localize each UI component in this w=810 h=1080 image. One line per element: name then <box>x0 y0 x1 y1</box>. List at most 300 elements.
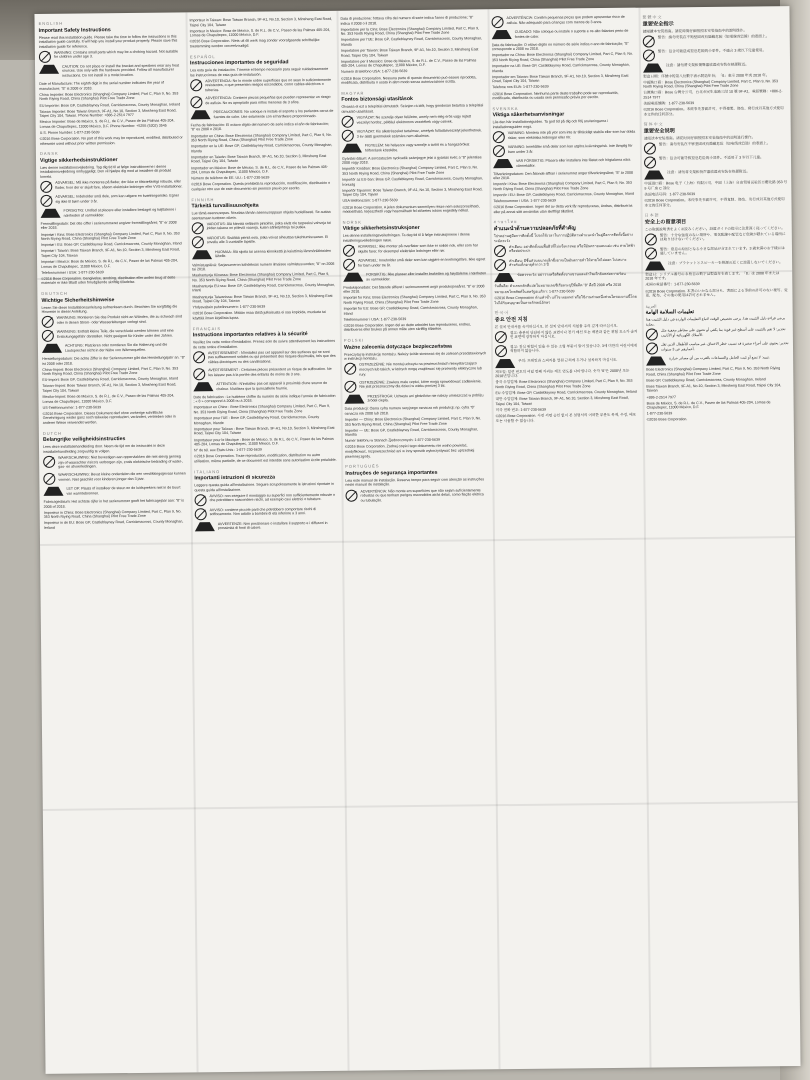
paragraph: Fremstillingsdato: Det otte ciffer i serienummeret angiver fremstillingsåret; "8" er 2008 eller 2018. <box>40 220 177 231</box>
caution-block <box>492 29 635 41</box>
paragraph: 1-877-230-5639 <box>646 411 673 416</box>
paragraph: U.S. Phone Number: 1-877-230-5639 <box>39 130 100 135</box>
prohibited-icon <box>345 489 357 501</box>
paragraph: Numero di telefono USA: 1-877-230-5639 <box>341 69 408 75</box>
paragraph: Importør i Mexico: Bose de México, S. de R.L. de C.V., Paseo de las Palmas 405-204, Lomas de Chapultepec, 11000 México, D.F. <box>41 258 178 269</box>
language-section <box>646 303 790 423</box>
language-label: FINNISH <box>191 196 215 202</box>
prohibited-icon <box>644 157 656 169</box>
caution-icon <box>344 394 364 403</box>
warning-block <box>493 130 636 143</box>
caution-block <box>343 271 486 283</box>
warning-block <box>190 78 333 95</box>
paragraph: Tillverkningsdatum: Den åttonde siffran i serienumret anger tillverkningsåret; "8" är 2008 eller 2018. <box>493 170 633 181</box>
column-2 <box>186 17 348 1067</box>
paragraph: Date de fabrication : Le huitième chiffre du numéro de série indique l'année de fabrication ; « 8 » correspond à 2008 ou à 2018. <box>193 393 336 404</box>
paragraph: Importer — UE: Bose GP, Castleblayney Road, Carrickmacross, County Monaghan, Irlandia <box>344 427 479 438</box>
prohibited-icon <box>493 145 505 157</box>
section-title: 중요 안전 지침 <box>494 316 528 323</box>
warning-text: คำเตือน: มีชิ้นส่วนขนาดเล็กซึ่งอาจเป็นอันตรายทำให้หายใจไม่ออก ไม่เหมาะสำหรับเด็กอายุต่ำกว่า 3 ปี <box>509 257 627 268</box>
caution-icon <box>41 209 61 218</box>
language-section <box>341 15 485 85</box>
paragraph: ©2016 Bose Corporation. Ingen del av detta verk får reproduceras, ändras, distribueras eller på annat sätt användas utan skriftligt tillstånd. <box>493 203 633 215</box>
warning-text: VIGYÁZAT: Kis alkatrészeket tartalmaz, amelyek fulladásveszélyt jelenthetnek. 3 év alatti gyermekek számára nem alkalmas. <box>356 128 482 139</box>
caution-icon <box>43 487 63 496</box>
caution-block <box>195 521 338 533</box>
warning-text: ADVARSEL: Må ikke monteres på flader, der ikke er tilstrækkeligt robuste, eller flader, hvor der er skjult fare, såsom elektriske ledninger eller VVS-installationer. <box>55 179 183 190</box>
paragraph: Fecha de fabricación: El octavo dígito del número de serie indica el año de fabricación; "8" es 2008 o 2018. <box>190 121 329 132</box>
section-title: คำแนะนำด้านความปลอดภัยที่สำคัญ <box>493 225 576 233</box>
warning-block <box>644 155 787 168</box>
paragraph: 대만 수입업체: Bose Taiwan Branch, 9F-A1, No.10, Section 3, Minsheng East Road, Taipei City 104, Taiwan <box>495 396 629 407</box>
paragraph: Produksjonsdato: Det åttende sifferet i serienummeret angir produksjonsåret. "8" er 2008 eller 2018. <box>343 283 485 295</box>
section-title: Viktige sikkerhetsinstruksjoner <box>342 225 420 233</box>
warning-text: ADVERTENCIA: No lo monte sobre superficies que no sean lo suficientemente resistentes, o que presenten riesgos escondidos, como cables eléctricos o tuberías. <box>205 77 331 93</box>
caution-block <box>342 142 485 154</box>
caution-icon <box>494 273 514 282</box>
column-3 <box>337 15 499 1065</box>
caution-block <box>493 158 636 170</box>
paragraph: หมายเลขโทรศัพท์ในสหรัฐอเมริกา: 1-877-230-5639 <box>494 289 575 294</box>
paragraph: 製造日期：序號中的第八位數字表示製造年份；「8」表示 2008 年或 2018 年。 <box>643 72 770 79</box>
paragraph: N° de tél. aux États-Unis : 1-877-230-5639 <box>194 447 262 453</box>
caution-text: 注意：請勿將支架和揚聲器放置或安裝在熱源附近。 <box>666 62 749 68</box>
paragraph: Importør i Taiwan: Bose Taiwan Branch, 9F-A1, No.10, Section 3, Minsheng East Road, Taipei City 104, Taiwan <box>40 247 180 258</box>
paragraph: Data produkcji: Ósma cyfra numeru seryjnego oznacza rok produkcji; np. cyfra "8" oznacza rok 2008 lub 2018. <box>344 405 475 416</box>
paragraph: Mexico Importer: Bose de México, S. de R.L. de C.V., Paseo de las Palmas 405-204, Lomas de Chapultepec, 11000 México, D.F. Phone Number: +5255 (5202) 3545 <box>39 118 175 129</box>
paragraph: Importör i Kina: Bose Electronics (Shanghai) Company Limited, Part C, Plan 9, No. 353 North Riying Road, China (Shanghai) Pilot Free Trade Zone <box>493 181 632 192</box>
warning-block <box>40 194 183 207</box>
caution-block <box>43 486 186 498</box>
warning-text: WARNUNG: Enthält kleine Teile, die verschluckt werden können und eine Erstickungsgefahr darstellen. Nicht geeignet für Kinder unter drei Jahren. <box>56 328 174 339</box>
language-section <box>644 122 788 208</box>
warning-block <box>42 329 185 342</box>
prohibited-icon <box>646 343 658 355</box>
language-section <box>343 219 487 333</box>
warning-text: VARNING: Montera inte på ytor som inte är tillräckligt stabila eller som har dolda risker, som elektriska ledningar eller rör. <box>507 129 636 140</box>
language-section <box>494 219 638 305</box>
paragraph: Veuillez lire cette notice d'installation. Prenez soin de suivre attentivement les instructions de cette notice d'installation. <box>192 338 336 350</box>
paragraph: Yhdysvaltain puhelinnumero: 1-877-230-5639 <box>192 304 266 310</box>
paragraph: ©2016 Bose Corporation. Nessuna parte di questo documento può essere riprodotta, modificata, distribuita o usata in altro modo senza autorizzazione scritta. <box>341 74 477 85</box>
warning-block <box>192 235 335 248</box>
paragraph: ©2016 Bose Corporation. 사전 서면 승인 없이 본 설명서의 어떠한 부분도 복제, 수정, 배포 또는 사용할 수 없습니다. <box>495 412 637 423</box>
caution-text: ATTENTION : N'installez pas cet appareil à proximité d'une source de chaleur. N'utilisez que la quincaillerie fournie. <box>216 381 328 391</box>
paragraph: ©2016 Bose Corporation. A jelen dokumentum semmilyen része nem sokszorosítható, módosítható, terjeszthető vagy használható fel előzetes írásos engedély nélkül. <box>342 203 480 214</box>
warning-text: ADVARSEL: Indeholder små dele, som kan udgøre en kvælningsrisiko. Egner sig ikke til børn under 3 år. <box>55 193 179 204</box>
paragraph: Número de teléfono de EE. UU.: 1-877-230-5639 <box>191 175 270 181</box>
prohibited-icon <box>344 380 356 392</box>
caution-icon <box>492 30 512 39</box>
caution-block <box>643 62 786 72</box>
warning-block <box>643 34 786 47</box>
warning-text: OSTRZEŻENIE: Zawiera małe części, które mogą spowodować zadławienie. Nie jest przeznaczony dla dzieci w wieku poniżej 3 lat. <box>359 378 482 389</box>
warning-block <box>343 243 486 256</box>
caution-text: HUOMAA: Älä sijoita tai asenna kiinnikettä ja kaiuttimia lämmönlähteiden lähelle. <box>214 248 332 259</box>
paragraph: Importőr Tajvanon: Bose Taiwan Branch, 9F-A1, No.10, Section 3, Minsheng East Road, Taipei City 104, Tajvan <box>342 187 483 198</box>
warning-block <box>190 95 333 108</box>
warning-block <box>645 246 788 259</box>
warning-text: ADVERTENCIA: Contiene piezas pequeñas que pueden representar un riesgo de asfixia. No es apropiado para niños menores de 3 años. <box>205 95 331 105</box>
paragraph: ©2016 Bose Corporation. No part of this work may be reproduced, modified, distributed or otherwise used without prior written permission. <box>39 135 183 146</box>
paragraph: EU-Import: Bose GP, Castleblayney Road, Carrickmacross, County Monaghan, Irland <box>42 376 179 383</box>
language-section <box>194 468 338 532</box>
paragraph: +886-2-2514 7977 <box>646 394 677 400</box>
warning-block <box>644 141 787 154</box>
prohibited-icon <box>42 316 54 328</box>
paragraph: Maahantuoja Kiinassa: Bose Electronics (Shanghai) Company Limited, Part C, Plan 9, No. 353 North Riying Road, China (Shanghai) Pilot Free Trade Zone <box>192 272 330 283</box>
paragraph: Taiwan-Import: Bose Taiwan Branch, 9F-A1, No.10, Section 3, Minsheng East Road, Taipei City 104, Taiwan <box>42 382 177 393</box>
language-section <box>190 53 334 191</box>
warning-block <box>342 114 485 127</box>
caution-icon <box>195 522 215 531</box>
prohibited-icon <box>42 330 54 342</box>
language-label: PORTUGUÊS <box>345 463 380 469</box>
prohibited-icon <box>494 245 506 257</box>
paragraph: 製造日：シリアル番号の 8 桁目の数字は製造年を表します。「8」は 2008 年または 2018 年です。 <box>645 270 780 281</box>
paragraph: ©2016 Bose Corporation. Queda prohibida la reproducción, modificación, distribución o cualquier otro uso de este documento sin permiso previo por escrito. <box>191 181 331 192</box>
warning-text: VARNING: Innehåller små delar som kan utgöra kvävningsrisk. Inte lämplig för barn under 3 år. <box>507 143 633 154</box>
paragraph: Importatore per la Cina: Bose Electronics (Shanghai) Company Limited, Part C, Plan 9, No. 353 North Riying Road, China (Shanghai) Pilot Free Trade Zone <box>340 26 480 37</box>
paragraph: 请阅读本安装指南。请花时间仔细按照本安装指南中的说明进行操作。 <box>643 135 756 141</box>
caution-icon <box>42 344 62 353</box>
paragraph: Olvassa el ezt a telepítési útmutatót. Szánjon rá időt, hogy gondosan betartsa a telepítési útmutató utasításait. <box>341 103 484 114</box>
language-section <box>41 290 185 425</box>
paragraph: Importador na UE: Bose GP, Castleblayney Road, Carrickmacross, County Monaghan, Irlanda <box>492 62 630 73</box>
warning-text: 警告：十分な強度のない場所や、電気配線や配管など危険が隠れている場所には取り付けないでください。 <box>659 231 786 242</box>
prohibited-icon <box>343 245 355 257</box>
language-label: 한국어 <box>494 310 510 316</box>
paragraph: 台灣進口商：Bose 台灣分公司，台北市民生東路三段 10 號 9F-A1，電話號碼：+886-2-2514 7977 <box>643 89 783 100</box>
prohibited-icon <box>43 473 55 485</box>
warning-text: AVVISO: contiene piccole parti che potrebbero comportare rischi di soffocamento. Non adatto a bambini di età inferiore a 3 anni. <box>209 506 317 517</box>
caution-block <box>42 343 185 355</box>
caution-icon <box>193 382 213 391</box>
section-title: Importanti istruzioni di sicurezza <box>194 474 276 482</box>
prohibited-icon <box>190 96 202 108</box>
prohibited-icon <box>494 259 506 271</box>
warning-block <box>494 257 637 270</box>
prohibited-icon <box>646 329 658 341</box>
paragraph: Importeur in China: Bose Electronics (Shanghai) Company Limited, Part C, Plan 9, No. 353 North Riying Road, China (Shanghai) Pilot Free Trade Zone <box>43 509 182 520</box>
warning-block <box>342 128 485 141</box>
paragraph: ©2016 Bose Corporation. Niets uit dit werk mag zonder voorafgaande schriftelijke toestemming worden verveelvoudigd. <box>189 38 320 49</box>
prohibited-icon <box>43 456 55 468</box>
paragraph: Lue tämä asennusopas. Noudata tämän asennusoppaan ohjeita huolellisesti. Se auttaa asentamaan tuotteen oikein. <box>191 210 331 221</box>
paragraph: Leggere questa guida all'installazione. Seguire scrupolosamente le istruzioni riportate in questa guida all'installazione. <box>194 481 334 493</box>
paragraph: Importeur in Mexico: Bose de México, S. de R.L. de C.V., Paseo de las Palmas 405-204, Lomas de Chapultepec, 11000 México, D.F. <box>189 27 331 38</box>
warning-text: ADVARSEL: Ikke monter på overflater som ikke er solide nok, eller som har skjulte farer, for eksempel elektriske ledninger eller rør. <box>357 243 478 254</box>
warning-text: تحذير: يحتوي على أجزاء صغيرة قد تسبب خطر الاختناق. غير مناسب للأطفال الذين تقل أعمارهم عن 3 سنوات. <box>660 341 789 352</box>
section-title: Instructions importantes relatives à la sécurité <box>192 331 308 339</box>
caution-block <box>190 109 333 121</box>
caution-icon <box>643 63 663 72</box>
paragraph: Importateur en Chine : Bose Electronics (Shanghai) Company Limited, Part C, Plan 9, No. 353 North Riying Road, China (Shanghai) Pilot Free Trade Zone <box>193 404 331 415</box>
paragraph: ©2016 Bose Corporation. Mitään osaa tästä julkaisusta ei saa kopioida, muokata tai käyttää ilman kirjallista lupaa. <box>192 310 326 321</box>
prohibited-icon <box>195 508 207 520</box>
caution-icon <box>39 65 59 74</box>
caution-block <box>39 63 182 80</box>
paragraph: 美國電話號碼：1-877-230-5639 <box>643 101 695 106</box>
paragraph: Les denne installeringsveiledningen. Ta deg tid til å følge instruksjonene i denne installeringsveiledningen nøye. <box>342 232 470 243</box>
language-section <box>39 20 183 146</box>
warning-block <box>344 379 487 392</box>
warning-text: ADVERTÊNCIA: Não monte em superfícies que não sejam suficientemente robustas ou que tenham perigos escondidos atrás delas, como fiação elétrica ou tubulação. <box>360 487 484 503</box>
section-title: Instrucciones importantes de seguridad <box>189 59 289 67</box>
paragraph: Importör i EU: Bose GP, Castleblayney Road, Carrickmacross, County Monaghan, Irland <box>493 191 634 198</box>
paragraph: 미국 전화 번호: 1-877-230-5639 <box>495 407 547 413</box>
language-label: ITALIANO <box>194 468 221 474</box>
caution-block <box>41 208 184 220</box>
warning-block <box>646 341 789 354</box>
warning-block <box>193 367 336 380</box>
warning-text: AVERTISSEMENT : N'installez pas cet appareil sur des surfaces qui ne sont pas suffisamment solides ou qui présentent des risques dissimulés, tels que des câbles électriques ou des canalisations. <box>208 349 336 365</box>
paragraph: ©2016 Bose Corporation. <box>646 417 688 422</box>
prohibited-icon <box>192 222 204 234</box>
paragraph: Importőr Kínában: Bose Electronics (Shanghai) Company Limited, Part C, Plan 9, No. 353 North Riying Road, China (Shanghai) Pilot Free Trade Zone <box>342 165 479 176</box>
prohibited-icon <box>493 131 505 143</box>
warning-text: VAROITUS: Älä kiinnitä sellaisiin pintoihin, jotka eivät ole tarpeeksi vahvoja tai joiden takana on piileviä vaaroja, kuten sähköjohtoja tai putkia. <box>206 220 331 231</box>
paragraph: Telefone nos EUA: 1-877-230-5639 <box>492 85 549 90</box>
paragraph: Importatore per Taiwan: Bose Taiwan Branch, 9F-A1, No.10, Section 3, Minsheng East Road, Taipei City 104, Taiwan <box>340 47 479 58</box>
paragraph: Læs denne installationsvejledning. Tag dig tid til at følge instruktionerne i denne installationsvejledning omhyggeligt. Den vil hjælpe dig med at installere dit produkt korrekt. <box>40 164 172 179</box>
paragraph: ©2016 Bose Corporation. Nenhuma parte deste trabalho pode ser reproduzida, modificada, distribuída ou usada sem permissão prévia por escrito. <box>492 90 619 101</box>
prohibited-icon <box>495 331 507 343</box>
prohibited-icon <box>342 116 354 128</box>
prohibited-icon <box>39 51 51 63</box>
section-title: Vigtige sikkerhedsinstruktioner <box>39 156 118 164</box>
language-label: FRANÇAIS <box>192 325 222 331</box>
paragraph: Importőr az EU-ban: Bose GP, Castleblayney Road, Carrickmacross, County Monaghan, Írország <box>342 176 484 187</box>
language-label: DUTCH <box>42 430 62 436</box>
language-label: SVENSKA <box>492 105 519 111</box>
paragraph: China-Import: Bose Electronics (Shanghai) Company Limited, Part C, Plan 9, No. 353 North Riying Road, China (Shanghai) Pilot Free Trade Zone <box>42 366 179 377</box>
paragraph: Telefonnummer i USA: 1-877-230-5639 <box>493 198 557 204</box>
prohibited-icon <box>40 181 52 193</box>
paragraph: Importeur in de EU: Bose GP, Castleblayney Road, Carrickmacross, County Monaghan, Ierland <box>43 519 184 530</box>
section-title: Tärkeitä turvallisuusohjeita <box>191 202 259 210</box>
warning-text: 警告：窒息の原因となる小さな部品が含まれています。3 歳未満のお子様には適していません。 <box>659 245 785 256</box>
paragraph: ©2016 Bose Corporation. Ingen del av dette arbeidet kan reproduseres, endres, distribueres eller brukes på annen måte uten skriftlig tillatelse. <box>343 322 471 333</box>
paragraph: Importador em Taiwan: Bose Taiwan Branch, 9F-A1, No.10, Section 3, Minsheng East Road, Taipei City 104, Taiwan <box>492 73 629 84</box>
paragraph: Date of Manufacture: The eighth digit in the serial number indicates the year of manufacture; "8" is 2008 or 2018. <box>39 80 165 91</box>
caution-block <box>495 357 638 367</box>
paragraph: Valmistuspäivä: Sarjanumeron kahdeksas numero ilmaisee valmistusvuoden; "8" on 2008 tai 2018. <box>192 261 335 272</box>
paragraph: Numer telefonu w Stanach Zjednoczonych: 1-877-230-5639 <box>344 438 441 444</box>
paragraph: Taiwan Importer: Bose Taiwan Branch, 9F-A1, No.10, Section 3, Minsheng East Road, Taipei City 104, Taiwan. Phone Number: +886-2-2514 7977 <box>39 108 177 119</box>
paragraph: Importør for Kina: Bose Electronics (Shanghai) Company Limited, Part C, Plan 9, No. 353 North Riying Road, China (Shanghai) Pilot Free Trade Zone <box>343 294 486 305</box>
warning-text: VAROITUS: Sisältää pieniä osia, jotka voivat aiheuttaa tukehtumisvaaran. Ei sovellu alle 3-vuotiaille lapsille. <box>206 234 329 245</box>
paragraph: Bose Electronics (Shanghai) Company Limited, Part C, Plan 9, No. 353 North Riying Road, China (Shanghai) Pilot Free Trade Zone <box>646 366 781 377</box>
warning-block <box>343 257 486 270</box>
column-5 <box>639 12 801 1062</box>
caution-icon <box>644 171 664 180</box>
caution-icon <box>192 250 212 259</box>
language-label: POLSKI <box>343 337 365 343</box>
paragraph: Bose GP, Castleblayney Road, Carrickmacross, County Monaghan, Ireland <box>646 377 766 383</box>
prohibited-icon <box>192 236 204 248</box>
paragraph: ©2016 Bose Corporation。未經事先書面許可，不得複製、修改、發行或以其他方式使用本文件的任何部分。 <box>643 106 784 117</box>
paragraph: Data de fabricação: O oitavo dígito no número de série indica o ano de fabricação; "8" corresponde a 2008 ou 2018. <box>491 41 629 52</box>
warning-text: 警告：包含可能造成窒息危險的小零件。不適合 3 歲以下兒童使用。 <box>657 48 767 54</box>
section-title: Important Safety Instructions <box>38 26 111 34</box>
caution-icon <box>343 273 363 282</box>
paragraph: Importør i Kina: Bose Electronics (Shanghai) Company Limited, Part C, Plan 9, No. 353 North Riying Road, China (Shanghai) Pilot Free Trade Zone <box>40 231 180 242</box>
prohibited-icon <box>343 259 355 271</box>
prohibited-icon <box>344 363 356 375</box>
paragraph: EU 수입업체: Bose GP, Castleblayney Road, Carrickmacross, County Monaghan, Ireland <box>495 389 637 396</box>
language-label: DEUTSCH <box>41 290 68 296</box>
warning-block <box>192 221 335 234</box>
paragraph: يرجى قراءة دليل التثبيت هذا. يرجى تخصيص الوقت لاتباع التعليمات الواردة في دليل التثبيت هذا بعناية. <box>645 316 785 327</box>
warning-block <box>43 454 186 471</box>
caution-text: تنبيه: لا تضع أو تثبت الحامل والسماعات بالقرب من أي مصادر حرارة. <box>669 355 770 361</box>
paragraph: Please read this installation guide. Please take the time to follow the instructions in this installation guide carefully. It will help you install your product properly. Please save this installation guide for reference. <box>38 34 178 49</box>
caution-text: 주의: 브래킷과 스피커를 열원 근처에 두거나 설치하지 마십시오. <box>518 357 618 363</box>
paragraph: 米国の電話番号：1-877-230-5639 <box>645 282 700 288</box>
language-section <box>191 196 335 320</box>
prohibited-icon <box>195 494 207 506</box>
warning-text: 경고: 질식 위험이 있을 수 있는 소형 부품이 들어 있습니다. 3세 미만의 어린이에게 적합하지 않습니다. <box>509 343 638 354</box>
warning-text: WAARSCHUWING: Bevat kleine onderdelen die een verstikkingsgevaar kunnen vormen. Niet geschikt voor kinderen jonger dan 3 jaar. <box>58 471 186 482</box>
caution-text: PRECAUCIONES: No coloque ni instale el soporte y los parlantes cerca de fuentes de calor. Use solamente con el hardware proporcionado. <box>213 108 334 119</box>
caution-block <box>644 169 787 179</box>
prohibited-icon <box>342 130 354 142</box>
warning-text: OSTRZEŻENIE: Nie montuj uchwytu na powierzchniach niewystarczająco mocnych lub takich, w których mogą znajdować się przewody elektryczne lub rury. <box>359 361 482 377</box>
warning-block <box>344 362 487 379</box>
paragraph: この取扱説明書をよくお読みください。設置ガイドの指示に注意深く従ってください。 <box>644 225 785 232</box>
paragraph: 美国电话号码：1-877-230-5639 <box>644 191 696 197</box>
warning-block <box>40 180 183 193</box>
language-section <box>492 15 636 101</box>
paragraph: Importatore per il Messico: Bose de México, S. de R.L. de C.V., Paseo de las Palmas 405-204, Lomas de Chapultepec, 11000 México, D.F. <box>340 58 477 69</box>
paragraph: Maahantuoja Taiwanissa: Bose Taiwan Branch, 9F-A1, No.10, Section 3, Minsheng East Road, Taipei City 104, Taiwan <box>192 293 333 304</box>
caution-text: FORSIGTIG: Undlad at placere eller installere beslaget og højttalerne i nærheden af varmekilder. <box>63 207 177 218</box>
section-title: 重要安全说明 <box>643 128 675 135</box>
paragraph: Importador en China: Bose Electronics (Shanghai) Company Limited, Part C, Plan 9, No. 353 North Riying Road, China (Shanghai) Pilot Free Trade Zone <box>190 132 332 143</box>
caution-block <box>494 271 637 281</box>
warning-block <box>494 243 637 256</box>
language-label: 简体中文 <box>643 121 664 128</box>
prohibited-icon <box>645 233 657 245</box>
paragraph: Bose Taiwan Branch, 9F-A1, No.10, Section 3, Minsheng East Road, Taipei City 104, Taiwan <box>646 382 782 394</box>
warning-block <box>493 144 636 157</box>
section-title: 重要安全指示 <box>642 20 674 28</box>
caution-icon <box>342 144 362 153</box>
paragraph: ©2016 Bose Corporation. Dieses Dokument darf ohne vorherige schriftliche Genehmigung weder ganz noch teilweise reproduziert, verändert, vertrieben oder in anderer Weise verwendet werden. <box>42 410 176 425</box>
paragraph: Fabricagedatum: Het achtste cijfer in het serienummer geeft het fabricagejaar aan: "8" is 2008 of 2018. <box>43 498 184 509</box>
paragraph: Importador en México: Bose de México, S. de R.L. de C.V., Paseo de las Palmas 405-204, Lomas de Chapultepec, 11000 México, D.F. <box>191 164 329 175</box>
caution-text: ข้อควรระวัง: อย่าวางหรือติดตั้งขาแขวนและลำโพงใกล้แหล่งความร้อน <box>517 271 626 277</box>
instruction-sheet <box>34 6 800 1074</box>
warning-text: VIGYÁZAT: Ne szerelje olyan felületre, amely nem elég erős vagy rejtett veszélyt hordoz, például elektromos vezetékek vagy csövek. <box>356 114 471 125</box>
prohibited-icon <box>492 16 504 28</box>
paragraph: Maahantuoja EU:ssa: Bose GP, Castleblayney Road, Carrickmacross, County Monaghan, Irlanti <box>192 282 336 293</box>
column-1 <box>35 18 197 1068</box>
caution-text: VAR FÖRSIKTIG: Placera eller installera inte fästet och högtalarna nära värmekällor. <box>516 157 631 168</box>
warning-block <box>345 488 488 505</box>
language-label: MAGYAR <box>341 90 365 96</box>
warning-block <box>195 507 338 520</box>
paragraph: Importateur pour le Mexique : Bose de México, S. de R.L. de C.V., Paseo de las Palmas 405-204, Lomas de Chapultepec, 11000 México, D.F. <box>193 436 334 447</box>
paragraph: Importør i EU: Bose GP, Castleblayney Road, Carrickmacross, County Monaghan, Irland <box>40 241 182 248</box>
language-label: 繁體中文 <box>642 14 663 20</box>
language-label: ESPAÑOL <box>189 53 216 59</box>
language-section <box>345 463 488 504</box>
prohibited-icon <box>40 195 52 207</box>
paragraph: EU Importer: Bose GP, Castleblayney Road, Carrickmacross, County Monaghan, Ireland <box>39 101 181 108</box>
language-section <box>495 310 639 424</box>
caution-icon <box>493 159 513 168</box>
prohibited-icon <box>190 79 202 91</box>
caution-text: ACHTUNG: Platzieren oder montieren Sie die Halterung und die Lautsprecher nicht in der Nähe von Wärmequellen. <box>64 342 168 353</box>
language-label: ภาษาไทย <box>493 219 518 225</box>
paragraph: ©2016 Bose Corporation. Gengivelse, ændring, distribution eller anden brug af dette materiale er ikke tilladt uden forudgående skriftlig tilladelse. <box>41 275 176 286</box>
paragraph: Mexiko-Import: Bose de México, S. de R.L. de C.V., Paseo de las Palmas 405-204, Lomas de Chapultepec, 11000 México, D.F. <box>42 393 175 404</box>
warning-text: WARNUNG: Montieren Sie das Produkt nicht an Wänden, die zu schwach sind oder in denen Strom- oder Wasserleitungen verlegt sind. <box>56 314 182 325</box>
paragraph: Lesen Sie diese Installationsanleitung aufmerksam durch. Beachten Sie sorgfältig die Hinweise in dieser Anleitung. <box>41 304 178 315</box>
warning-text: คำเตือน: อย่าติดตั้งบนพื้นผิวที่ไม่แข็งแรงพอ หรือมีอันตรายแอบแฝง เช่น สายไฟฟ้าหรือท่อประปา <box>508 243 635 254</box>
warning-text: AVERTISSEMENT : Certaines pièces présentent un risque de suffocation. Ne les laissez pas à la portée des enfants de moins de 3 ans. <box>208 366 332 377</box>
paragraph: China Importer: Bose Electronics (Shanghai) Company Limited, Part C, Plan 9, No. 353 North Riying Road, China (Shanghai) Pilot Free Trade Zone <box>39 91 179 102</box>
section-title: Belangrijke veiligheidsinstructies <box>42 436 126 444</box>
paragraph: Telefonnummer i USA: 1-877-230-5639 <box>41 269 104 275</box>
paragraph: ©2016 Bose Corporation。未经事先书面许可，不得复制、修改、发行或以其他方式使用本文的任何部分。 <box>644 197 785 208</box>
language-section <box>645 212 789 298</box>
prohibited-icon <box>644 143 656 155</box>
warning-text: ADVERTÊNCIA: Contém pequenas peças que podem apresentar risco de asfixia. Não adequado para crianças com menos de 3 anos. <box>506 14 625 25</box>
warning-block <box>643 48 786 61</box>
warning-text: WAARSCHUWING: Niet bevestigen aan oppervlakken die niet stevig genoeg zijn of waarachter risico's verborgen zijn, zoals elektrische bedrading of water-, gas- en afvoerleidingen. <box>58 454 184 469</box>
caution-text: CUIDADO: Não coloque ou instale o suporte e os alto-falantes perto de fontes de calor. <box>514 28 629 39</box>
warning-text: ADVARSEL: Inneholder små deler som kan utgjøre en kvelningsfare. Ikke egnet for barn under tre år. <box>358 257 486 268</box>
warning-text: 警告：包含可能导致窒息危险的小部件。不适用于 3 岁以下儿童。 <box>658 155 764 161</box>
paragraph: USA telefonszám: 1-877-230-5639 <box>342 198 398 204</box>
caution-text: 注意：ブラケットとスピーカーを熱源の近くに設置しないでください。 <box>668 259 783 266</box>
paragraph: 본 설치 안내서를 숙지하십시오. 본 설치 안내서의 지침을 주의 깊게 따르십시오. <box>494 323 618 329</box>
warning-text: 警告：請勿安裝在不夠堅固或有隱藏危險（如電線或管線）的表面上。 <box>657 33 770 40</box>
paragraph: ©2016 Bose Corporation. Toute reproduction, modification, distribution ou autre utilisation, même partielle, de ce document est interdite sans autorisation écrite préalable. <box>194 453 337 464</box>
caution-block <box>645 260 788 270</box>
section-title: Ważne zalecenia dotyczące bezpieczeństwa <box>343 343 452 351</box>
prohibited-icon <box>495 345 507 357</box>
paragraph: Importateur pour l'UE : Bose GP, Castleblayney Road, Carrickmacross, County Monaghan, Irlande <box>193 415 320 426</box>
warning-block <box>495 343 638 356</box>
caution-block <box>646 355 789 365</box>
caution-text: LET OP: Plaats of installeer de steun en de luidsprekers niet in de buurt van warmtebronnen. <box>66 485 181 496</box>
warning-block <box>495 329 638 342</box>
warning-text: WARNING: Contains small parts which may be a choking hazard. Not suitable for children under age 3. <box>53 49 179 60</box>
warning-text: تحذير: لا تقم بالتثبيت على أسطح غير قوية بما يكفي أو تحتوي على مخاطر مخفية مثل الأسلاك الكهربائية أو الأنابيب. <box>660 327 786 338</box>
language-label: NORSK <box>342 219 362 225</box>
warning-text: AVVISO: non eseguire il montaggio su superfici non sufficientemente robuste o che potrebbero nascondere rischi, ad esempio cavi elettrici o tubature. <box>209 492 336 503</box>
caution-text: PRZESTROGA: Uchwytu ani głośników nie należy umieszczać w pobliżu źródeł ciepła. <box>367 392 484 403</box>
paragraph: Läs den här installationsguiden. Ta god tid på dig och följ anvisningarna i installationsguiden noga. <box>492 119 609 130</box>
warning-block <box>193 350 336 367</box>
prohibited-icon <box>193 351 205 363</box>
caution-icon <box>190 110 210 119</box>
warning-block <box>42 315 185 328</box>
paragraph: Importeur in Taiwan: Bose Taiwan Branch, 9F-A1, No.10, Section 3, Minsheng East Road, Taipei City 104, Taiwan <box>189 16 333 27</box>
warning-block <box>645 232 788 245</box>
section-title: 安全上の留意項目 <box>644 218 687 226</box>
paragraph: Importatore per l'UE: Bose GP, Castleblayney Road, Carrickmacross, County Monaghan, Irlanda <box>340 36 483 47</box>
language-label: DANSK <box>39 151 59 157</box>
paragraph: 중국 수입업체: Bose Electronics (Shanghai) Company Limited, Part C, Plan 9, No. 353 North Riying Road, China (Shanghai) Pilot Free Trade Zone <box>495 379 633 390</box>
paragraph: Lea esta guía de instalación. Tómese el tiempo necesario para seguir cuidadosamente las instrucciones de esta guía de instalación. <box>190 67 329 78</box>
language-section <box>43 430 187 530</box>
paragraph: Telefonnummer i USA: 1-877-230-5639 <box>343 316 407 322</box>
